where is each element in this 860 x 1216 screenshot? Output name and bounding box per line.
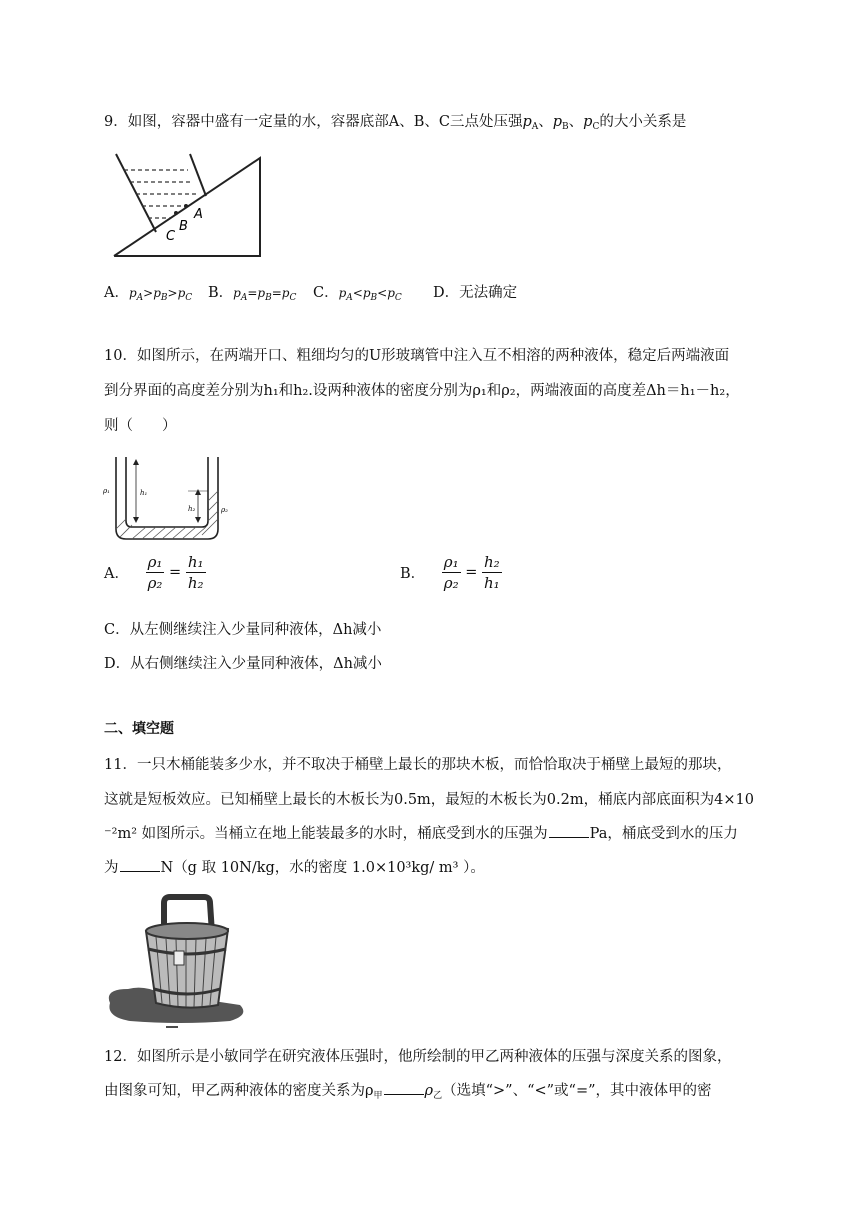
- q10-fig-h2: h₂: [188, 505, 196, 513]
- q10-fig-rho2: ρ₂: [221, 506, 228, 514]
- q9-label-a: A: [194, 207, 203, 222]
- q9-option-b[interactable]: B．$p_A=p_B=p_C$: [208, 285, 297, 303]
- q10-fig-rho1: ρ₁: [103, 487, 110, 495]
- q10-option-b[interactable]: B． $\frac{\text{ρ₁}}{\text{ρ₂}}$ = $\frac{\text{h₂}}{\text{h₁}}$: [400, 553, 500, 592]
- q12-line-1: 12．如图所示是小敏同学在研究液体压强时，他所绘制的甲乙两种液体的压强与深度关系的图象，: [104, 1049, 732, 1065]
- q9-container-figure: [110, 150, 270, 262]
- q9-option-d[interactable]: D．无法确定: [433, 285, 518, 301]
- q11-blank-force[interactable]: [120, 859, 160, 872]
- section-title-fill-in: 二、填空题: [104, 721, 174, 737]
- q12-blank-density[interactable]: [384, 1082, 424, 1095]
- q10-option-c[interactable]: C．从左侧继续注入少量同种液体，Δh减小: [104, 622, 382, 638]
- q11-line-1: 11．一只木桶能装多少水，并不取决于桶壁上最长的那块木板，而恰恰取决于桶壁上最短的那块，: [104, 757, 732, 773]
- q9-stem: 9．如图，容器中盛有一定量的水，容器底部A、B、C三点处压强$p_A$、$p_B$、$p_C$的大小关系是: [104, 114, 687, 132]
- q10-u-tube-figure: [102, 455, 242, 543]
- q11-line-2: 这就是短板效应。已知桶壁上最长的木板长为0.5m，最短的木板长为0.2m，桶底内部底面积为4×10: [104, 792, 754, 808]
- q11-line-4: 为 N（g 取 10N/kg，水的密度 1.0×10³kg/ m³ ）。: [104, 860, 485, 876]
- q10-option-a[interactable]: A． $\frac{\text{ρ₁}}{\text{ρ₂}}$ = $\frac{\text{h₁}}{\text{h₂}}$: [104, 553, 204, 592]
- q10-line-1: 10．如图所示，在两端开口、粗细均匀的U形玻璃管中注入互不相溶的两种液体，稳定后两端液面: [104, 348, 730, 364]
- q9-option-c[interactable]: C．$p_A<p_B<p_C$: [313, 285, 402, 303]
- q10-fig-h1: h₁: [140, 489, 148, 497]
- q12-line-2: 由图象可知，甲乙两种液体的密度关系为$\rho_甲$ $\rho_乙$（选填“>”、“<”或“=”，其中液体甲的密: [104, 1083, 712, 1101]
- q11-blank-pressure[interactable]: [549, 825, 589, 838]
- q9-option-a[interactable]: A．$p_A>p_B>p_C$: [104, 285, 193, 303]
- q10-option-d[interactable]: D．从右侧继续注入少量同种液体，Δh减小: [104, 656, 382, 672]
- q9-label-c: C: [166, 229, 176, 244]
- q10-line-3: 则（ ）: [104, 418, 177, 434]
- q11-bucket-figure: [100, 893, 250, 1033]
- q11-line-3: ⁻²m² 如图所示。当桶立在地上能装最多的水时，桶底受到水的压强为 Pa，桶底受到水的压力: [104, 826, 738, 842]
- q9-label-b: B: [179, 219, 188, 234]
- q10-line-2: 到分界面的高度差分别为h₁和h₂.设两种液体的密度分别为ρ₁和ρ₂，两端液面的高度差Δh＝h₁－h₂，: [104, 383, 740, 399]
